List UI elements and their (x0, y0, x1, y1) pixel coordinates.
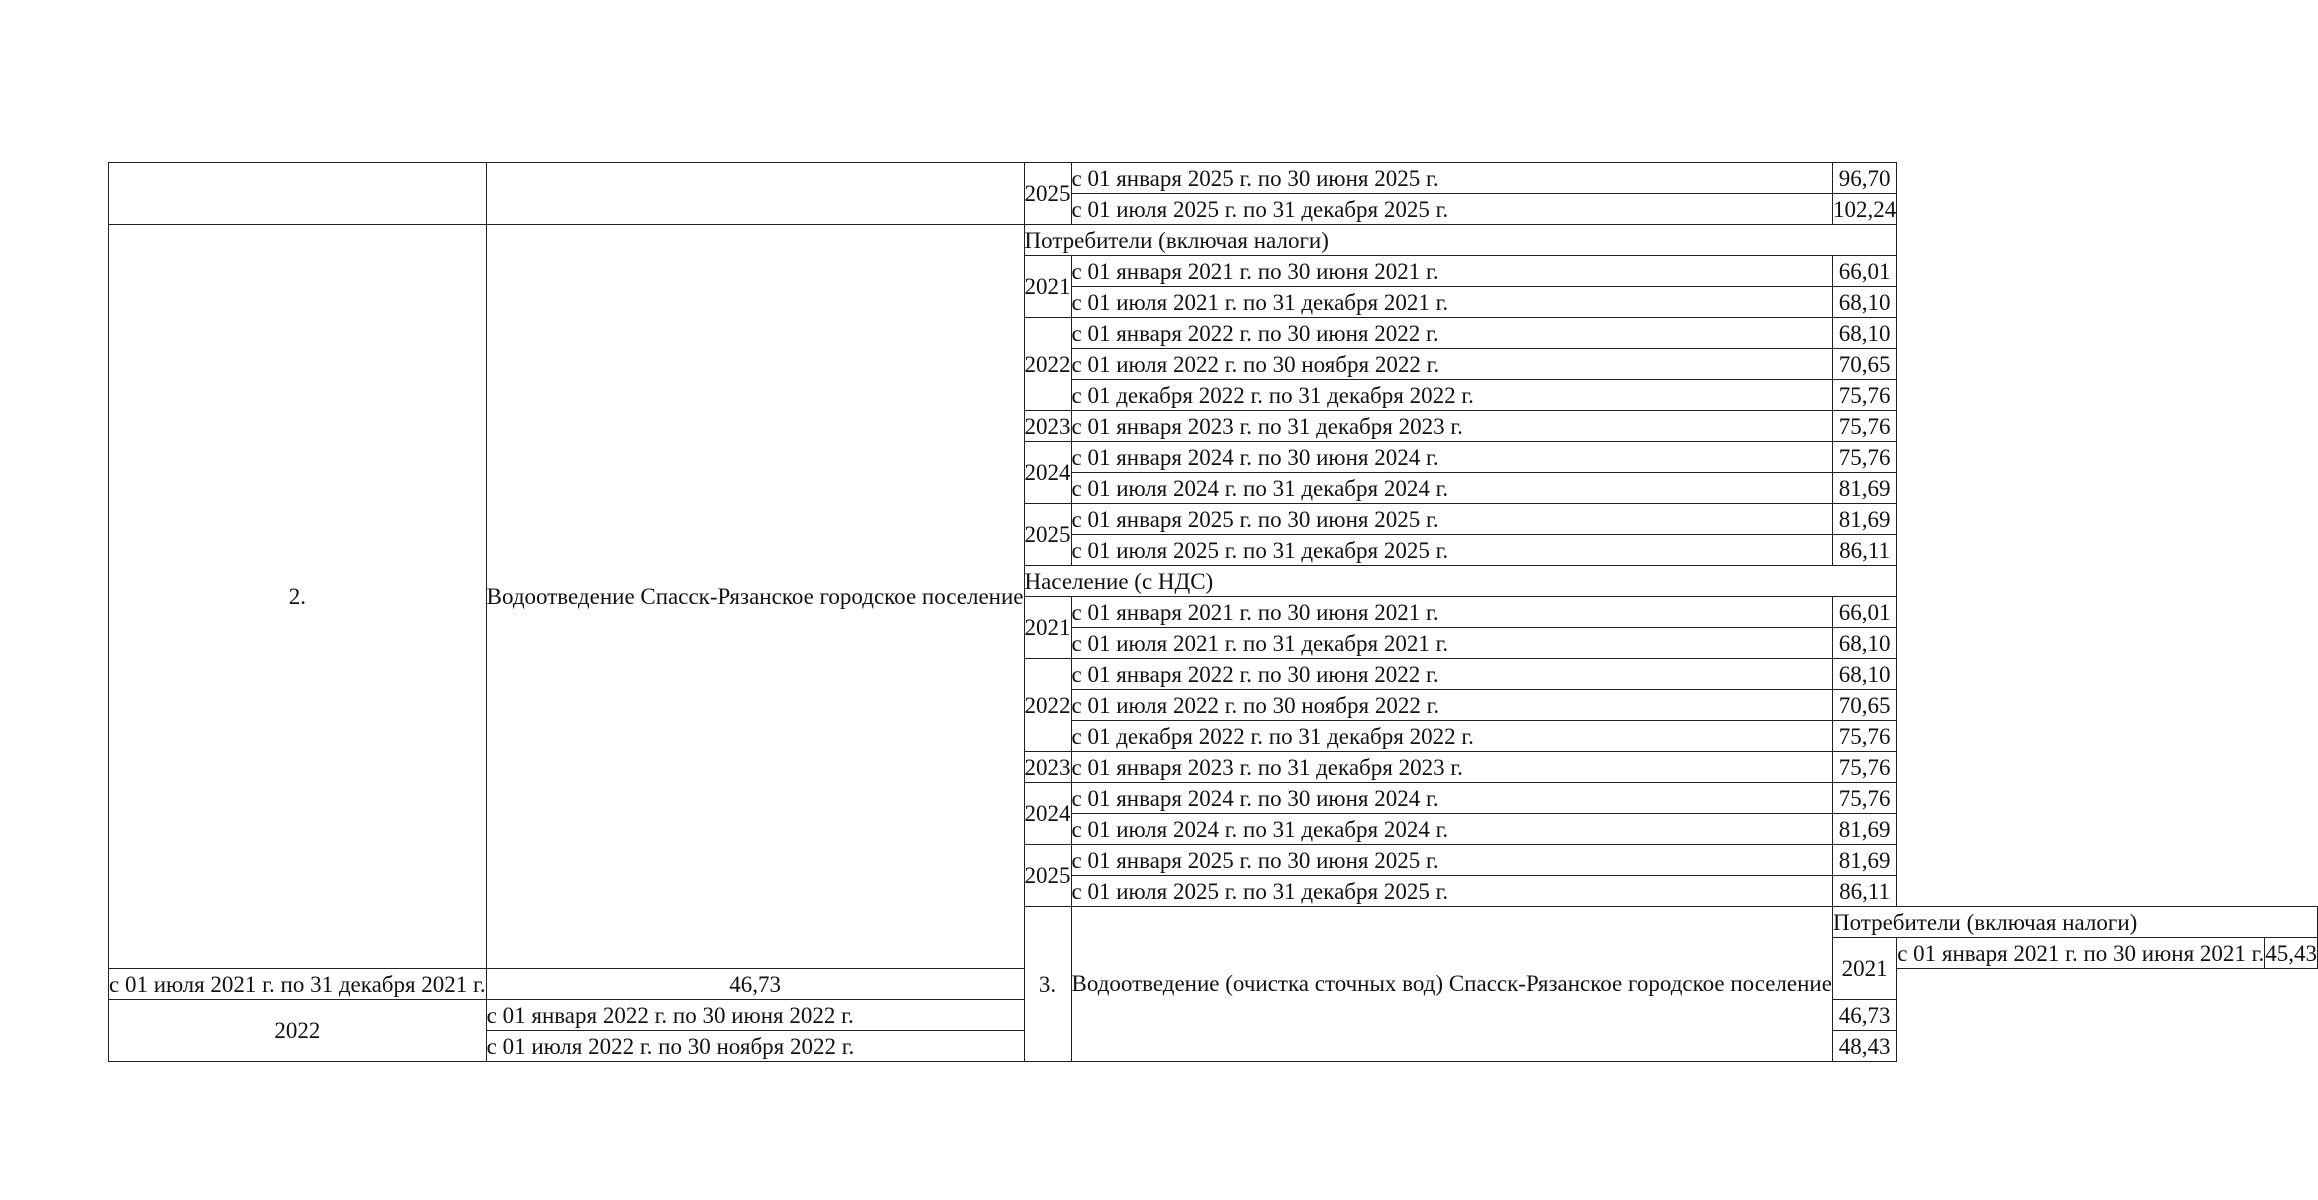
period-cell: с 01 января 2025 г. по 30 июня 2025 г. (1071, 504, 1832, 535)
year-cell: 2025 (1024, 845, 1071, 907)
tariff-value-cell: 81,69 (1832, 814, 1896, 845)
tariff-value-cell: 46,73 (1832, 1000, 1896, 1031)
tariff-value-cell: 75,76 (1832, 752, 1896, 783)
year-cell: 2022 (1024, 659, 1071, 752)
period-cell: с 01 января 2025 г. по 30 июня 2025 г. (1071, 163, 1832, 194)
tariff-value-cell: 75,76 (1832, 783, 1896, 814)
period-cell: с 01 января 2025 г. по 30 июня 2025 г. (1071, 845, 1832, 876)
tariff-value-cell: 66,01 (1832, 597, 1896, 628)
period-cell: с 01 июля 2021 г. по 31 декабря 2021 г. (109, 969, 487, 1000)
consumer-group-title: Население (с НДС) (1024, 566, 1897, 597)
section-number: 2. (109, 225, 487, 969)
year-cell: 2023 (1024, 411, 1071, 442)
tariff-table (108, 162, 2318, 1062)
service-name: Водоотведение (очистка сточных вод) Спасск-Рязанское городское поселение (1071, 907, 1832, 1062)
tariff-value-cell: 68,10 (1832, 659, 1896, 690)
tariff-value-cell: 70,65 (1832, 349, 1896, 380)
tariff-value-cell: 75,76 (1832, 442, 1896, 473)
tariff-value-cell: 81,69 (1832, 504, 1896, 535)
tariff-value-cell: 48,43 (1832, 1031, 1896, 1062)
period-cell: с 01 июля 2022 г. по 30 ноября 2022 г. (486, 1031, 1024, 1062)
period-cell: с 01 июля 2022 г. по 30 ноября 2022 г. (1071, 349, 1832, 380)
tariff-value-cell: 66,01 (1832, 256, 1896, 287)
period-cell: с 01 июля 2025 г. по 31 декабря 2025 г. (1071, 876, 1832, 907)
period-cell: с 01 июля 2024 г. по 31 декабря 2024 г. (1071, 814, 1832, 845)
tariff-value-cell: 81,69 (1832, 473, 1896, 504)
consumer-group-title: Потребители (включая налоги) (1024, 225, 1897, 256)
consumer-group-title: Потребители (включая налоги) (1832, 907, 2317, 938)
year-cell: 2022 (1024, 318, 1071, 411)
period-cell: с 01 июля 2025 г. по 31 декабря 2025 г. (1071, 535, 1832, 566)
year-cell: 2024 (1024, 442, 1071, 504)
period-cell: с 01 января 2021 г. по 30 июня 2021 г. (1897, 938, 2265, 969)
table-row (109, 225, 2318, 256)
tariff-value-cell: 68,10 (1832, 287, 1896, 318)
period-cell: с 01 января 2024 г. по 30 июня 2024 г. (1071, 783, 1832, 814)
table-row (109, 163, 2318, 194)
period-cell: с 01 января 2024 г. по 30 июня 2024 г. (1071, 442, 1832, 473)
year-cell: 2023 (1024, 752, 1071, 783)
period-cell: с 01 января 2022 г. по 30 июня 2022 г. (1071, 318, 1832, 349)
tariff-value-cell: 86,11 (1832, 876, 1896, 907)
tariff-value-cell: 68,10 (1832, 628, 1896, 659)
tariff-value-cell: 102,24 (1832, 194, 1896, 225)
tariff-value-cell: 96,70 (1832, 163, 1896, 194)
tariff-value-cell: 70,65 (1832, 690, 1896, 721)
tariff-value-cell: 81,69 (1832, 845, 1896, 876)
period-cell: с 01 января 2023 г. по 31 декабря 2023 г. (1071, 411, 1832, 442)
period-cell: с 01 июля 2021 г. по 31 декабря 2021 г. (1071, 287, 1832, 318)
period-cell: с 01 января 2022 г. по 30 июня 2022 г. (1071, 659, 1832, 690)
tariff-value-cell: 75,76 (1832, 411, 1896, 442)
period-cell: с 01 июля 2025 г. по 31 декабря 2025 г. (1071, 194, 1832, 225)
service-name: Водоотведение Спасск-Рязанское городское поселение (486, 225, 1024, 969)
section-number: 3. (1024, 907, 1071, 1062)
tariff-value-cell: 86,11 (1832, 535, 1896, 566)
period-cell: с 01 декабря 2022 г. по 31 декабря 2022 г. (1071, 380, 1832, 411)
period-cell: с 01 декабря 2022 г. по 31 декабря 2022 г. (1071, 721, 1832, 752)
year-cell: 2021 (1832, 938, 1896, 1000)
period-cell: с 01 января 2021 г. по 30 июня 2021 г. (1071, 256, 1832, 287)
year-cell: 2021 (1024, 597, 1071, 659)
period-cell: с 01 января 2022 г. по 30 июня 2022 г. (486, 1000, 1024, 1031)
service-cell (486, 163, 1024, 225)
row-number-cell (109, 163, 487, 225)
year-cell: 2024 (1024, 783, 1071, 845)
tariff-value-cell: 45,43 (2265, 938, 2318, 969)
year-cell: 2025 (1024, 163, 1071, 225)
period-cell: с 01 июля 2021 г. по 31 декабря 2021 г. (1071, 628, 1832, 659)
tariff-value-cell: 75,76 (1832, 721, 1896, 752)
period-cell: с 01 июля 2022 г. по 30 ноября 2022 г. (1071, 690, 1832, 721)
year-cell: 2022 (109, 1000, 487, 1062)
year-cell: 2021 (1024, 256, 1071, 318)
period-cell: с 01 января 2021 г. по 30 июня 2021 г. (1071, 597, 1832, 628)
year-cell: 2025 (1024, 504, 1071, 566)
tariff-value-cell: 68,10 (1832, 318, 1896, 349)
tariff-table-page (108, 162, 2318, 1062)
tariff-value-cell: 75,76 (1832, 380, 1896, 411)
period-cell: с 01 января 2023 г. по 31 декабря 2023 г. (1071, 752, 1832, 783)
period-cell: с 01 июля 2024 г. по 31 декабря 2024 г. (1071, 473, 1832, 504)
tariff-value-cell: 46,73 (486, 969, 1024, 1000)
